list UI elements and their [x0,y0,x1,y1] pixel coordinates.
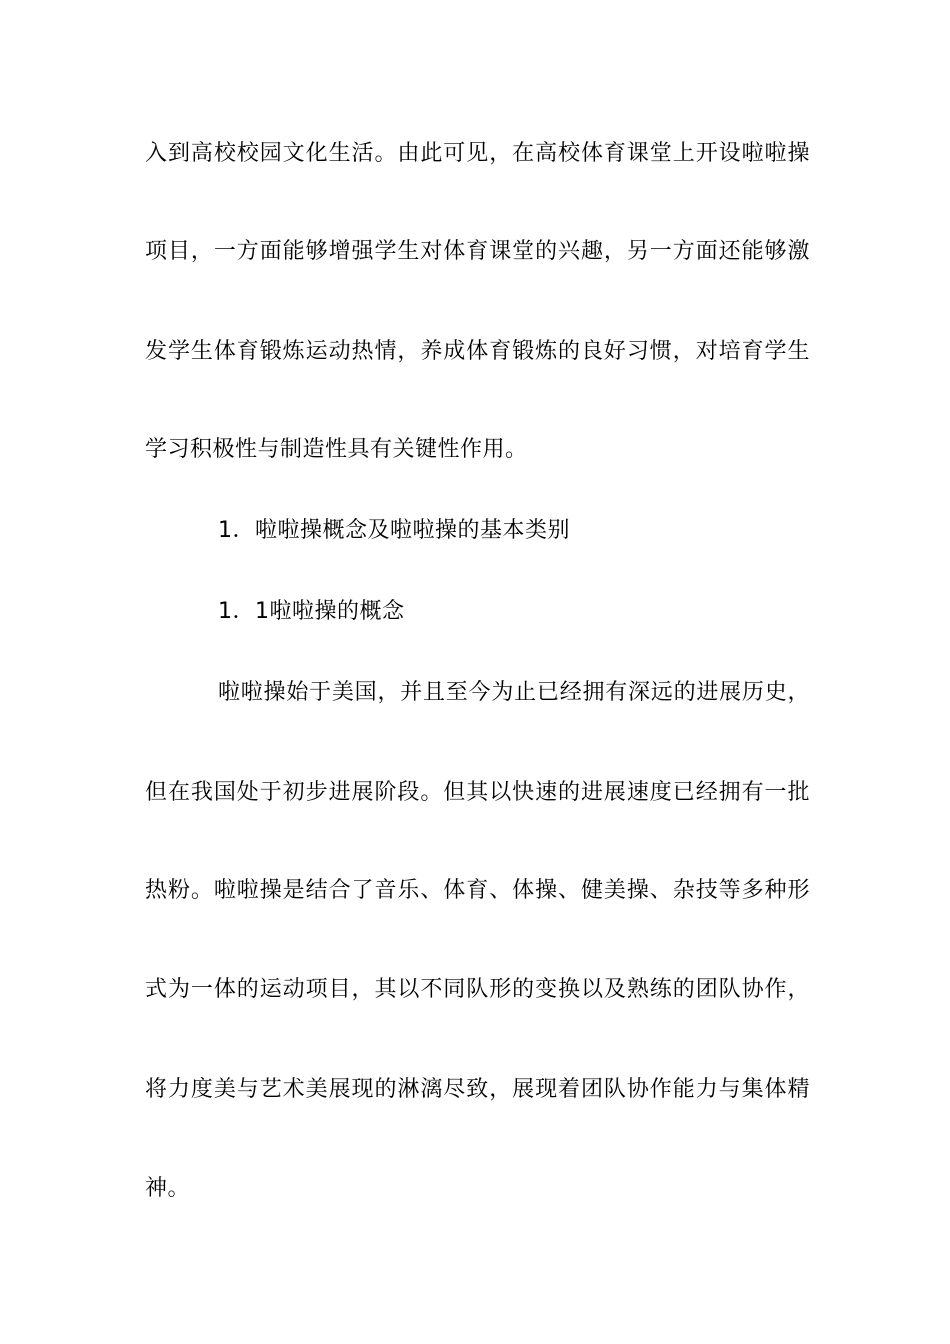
section-heading: 1．啦啦操概念及啦啦操的基本类别 [218,518,570,543]
paragraph2-line-1: 啦啦操始于美国，并且至今为止已经拥有深远的进展历史， [218,680,810,705]
paragraph2-line-5: 将力度美与艺术美展现的淋漓尽致，展现着团队协作能力与集体精 [145,1077,810,1102]
paragraph2-line-2: 但在我国处于初步进展阶段。但其以快速的进展速度已经拥有一批 [145,780,810,805]
subsection-heading: 1．1啦啦操的概念 [218,599,405,624]
paragraph1-line-3: 发学生体育锻炼运动热情，养成体育锻炼的良好习惯，对培育学生 [145,339,810,364]
paragraph2-line-3: 热粉。啦啦操是结合了音乐、体育、体操、健美操、杂技等多种形 [145,878,810,903]
paragraph2-line-4: 式为一体的运动项目，其以不同队形的变换以及熟练的团队协作， [145,977,810,1002]
paragraph1-line-2: 项目，一方面能够增强学生对体育课堂的兴趣，另一方面还能够激 [145,239,810,264]
paragraph2-line-6: 神。 [145,1176,191,1201]
paragraph1-line-4: 学习积极性与制造性具有关键性作用。 [145,437,528,462]
paragraph1-line-1: 入到高校校园文化生活。由此可见，在高校体育课堂上开设啦啦操 [145,141,810,166]
